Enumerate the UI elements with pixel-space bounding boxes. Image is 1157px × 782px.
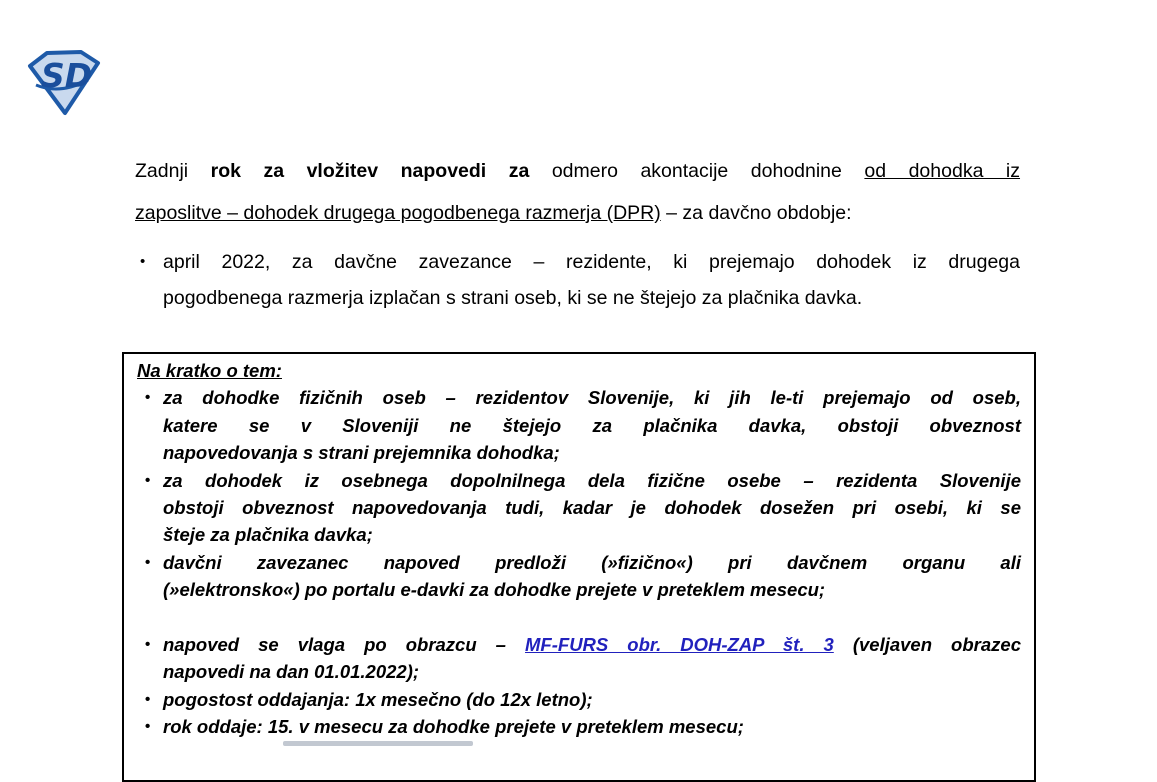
bullet-item <box>137 467 1021 549</box>
text-segment: davčni zavezanec napoved predloži (»fizično«) pri davčnem organu ali <box>163 551 1021 573</box>
bullet-icon: • <box>145 718 151 736</box>
text-line <box>163 521 1021 548</box>
text-line <box>163 412 1021 439</box>
text-segment: katere se v Sloveniji ne štejejo za plačnika davka, obstoji obveznost <box>163 414 1021 436</box>
bullet-item <box>137 631 1021 686</box>
text-segment: (veljaven obrazec <box>833 634 1021 656</box>
text-segment: pogostost oddajanja: 1x mesečno (do 12x letno); <box>163 688 593 710</box>
text-line <box>135 150 1020 192</box>
text-line <box>163 549 1021 576</box>
text-line <box>163 631 1021 658</box>
summary-box <box>122 352 1036 782</box>
text-line <box>163 439 1021 466</box>
bullet-item <box>137 686 1021 713</box>
text-segment: zaposlitve – dohodek drugega pogodbenega razmerja (DPR) <box>135 202 661 224</box>
text-segment: – za davčno obdobje: <box>660 202 852 224</box>
text-segment: rok oddaje: 15. v mesecu za dohodke prejete v preteklem mesecu; <box>163 716 744 738</box>
text-segment: Zadnji <box>135 160 211 182</box>
text-segment: napoved se vlaga po obrazcu – <box>163 634 526 656</box>
text-segment: od dohodka iz <box>864 160 1021 182</box>
bullet-item <box>137 384 1021 466</box>
bullet-icon: • <box>145 389 151 407</box>
text-segment: za dohodek iz osebnega dopolnilnega dela fizične osebe – rezidenta Slovenije <box>163 469 1021 491</box>
bullet-icon: • <box>145 690 151 708</box>
text-line <box>163 494 1021 521</box>
sd-logo <box>26 49 102 117</box>
text-line <box>163 576 1021 603</box>
text-line <box>163 467 1021 494</box>
text-line <box>163 384 1021 411</box>
text-line <box>163 244 1020 280</box>
sd-logo-letters: SD <box>41 56 93 95</box>
intro-section <box>135 150 1020 316</box>
text-segment: šteje za plačnika davka; <box>163 524 373 546</box>
intro-paragraph <box>135 150 1020 234</box>
text-segment: Na kratko o tem: <box>137 360 282 381</box>
text-line <box>163 658 1021 685</box>
bullet-item <box>137 549 1021 604</box>
bullet-icon: • <box>145 553 151 571</box>
text-line <box>135 192 1020 234</box>
cutoff-text-fragment <box>137 741 1021 749</box>
box-title <box>137 357 1021 384</box>
text-segment: za dohodke fizičnih oseb – rezidentov Slovenije, ki jih le-ti prejemajo od oseb, <box>163 387 1021 409</box>
text-line <box>163 686 1021 713</box>
bullet-icon: • <box>145 471 151 489</box>
text-line <box>163 280 1020 316</box>
bullet-icon: • <box>145 636 151 654</box>
bullet-icon: • <box>140 253 146 270</box>
text-segment: napovedovanja s strani prejemnika dohodka; <box>163 442 560 464</box>
text-segment: (»elektronsko«) po portalu e-davki za dohodke prejete v preteklem mesecu; <box>163 579 826 601</box>
text-segment: obstoji obveznost napovedovanja tudi, kadar je dohodek dosežen pri osebi, ki se <box>163 497 1021 519</box>
text-segment: rok za vložitev napovedi za <box>210 160 530 182</box>
doh-zap-form-link[interactable]: MF-FURS obr. DOH-ZAP št. 3 <box>525 634 834 656</box>
text-line <box>163 713 1021 740</box>
bullet-item <box>137 713 1021 740</box>
text-segment: odmero akontacije dohodnine <box>529 160 865 182</box>
text-segment: april 2022, za davčne zavezance – rezidente, ki prejemajo dohodek iz drugega <box>163 251 1020 273</box>
bullet-item <box>135 244 1020 316</box>
text-line <box>137 357 1021 384</box>
blank-line <box>137 604 1021 631</box>
text-segment: napovedi na dan 01.01.2022); <box>163 661 420 683</box>
text-segment: pogodbenega razmerja izplačan s strani oseb, ki se ne štejejo za plačnika davka. <box>163 287 863 309</box>
